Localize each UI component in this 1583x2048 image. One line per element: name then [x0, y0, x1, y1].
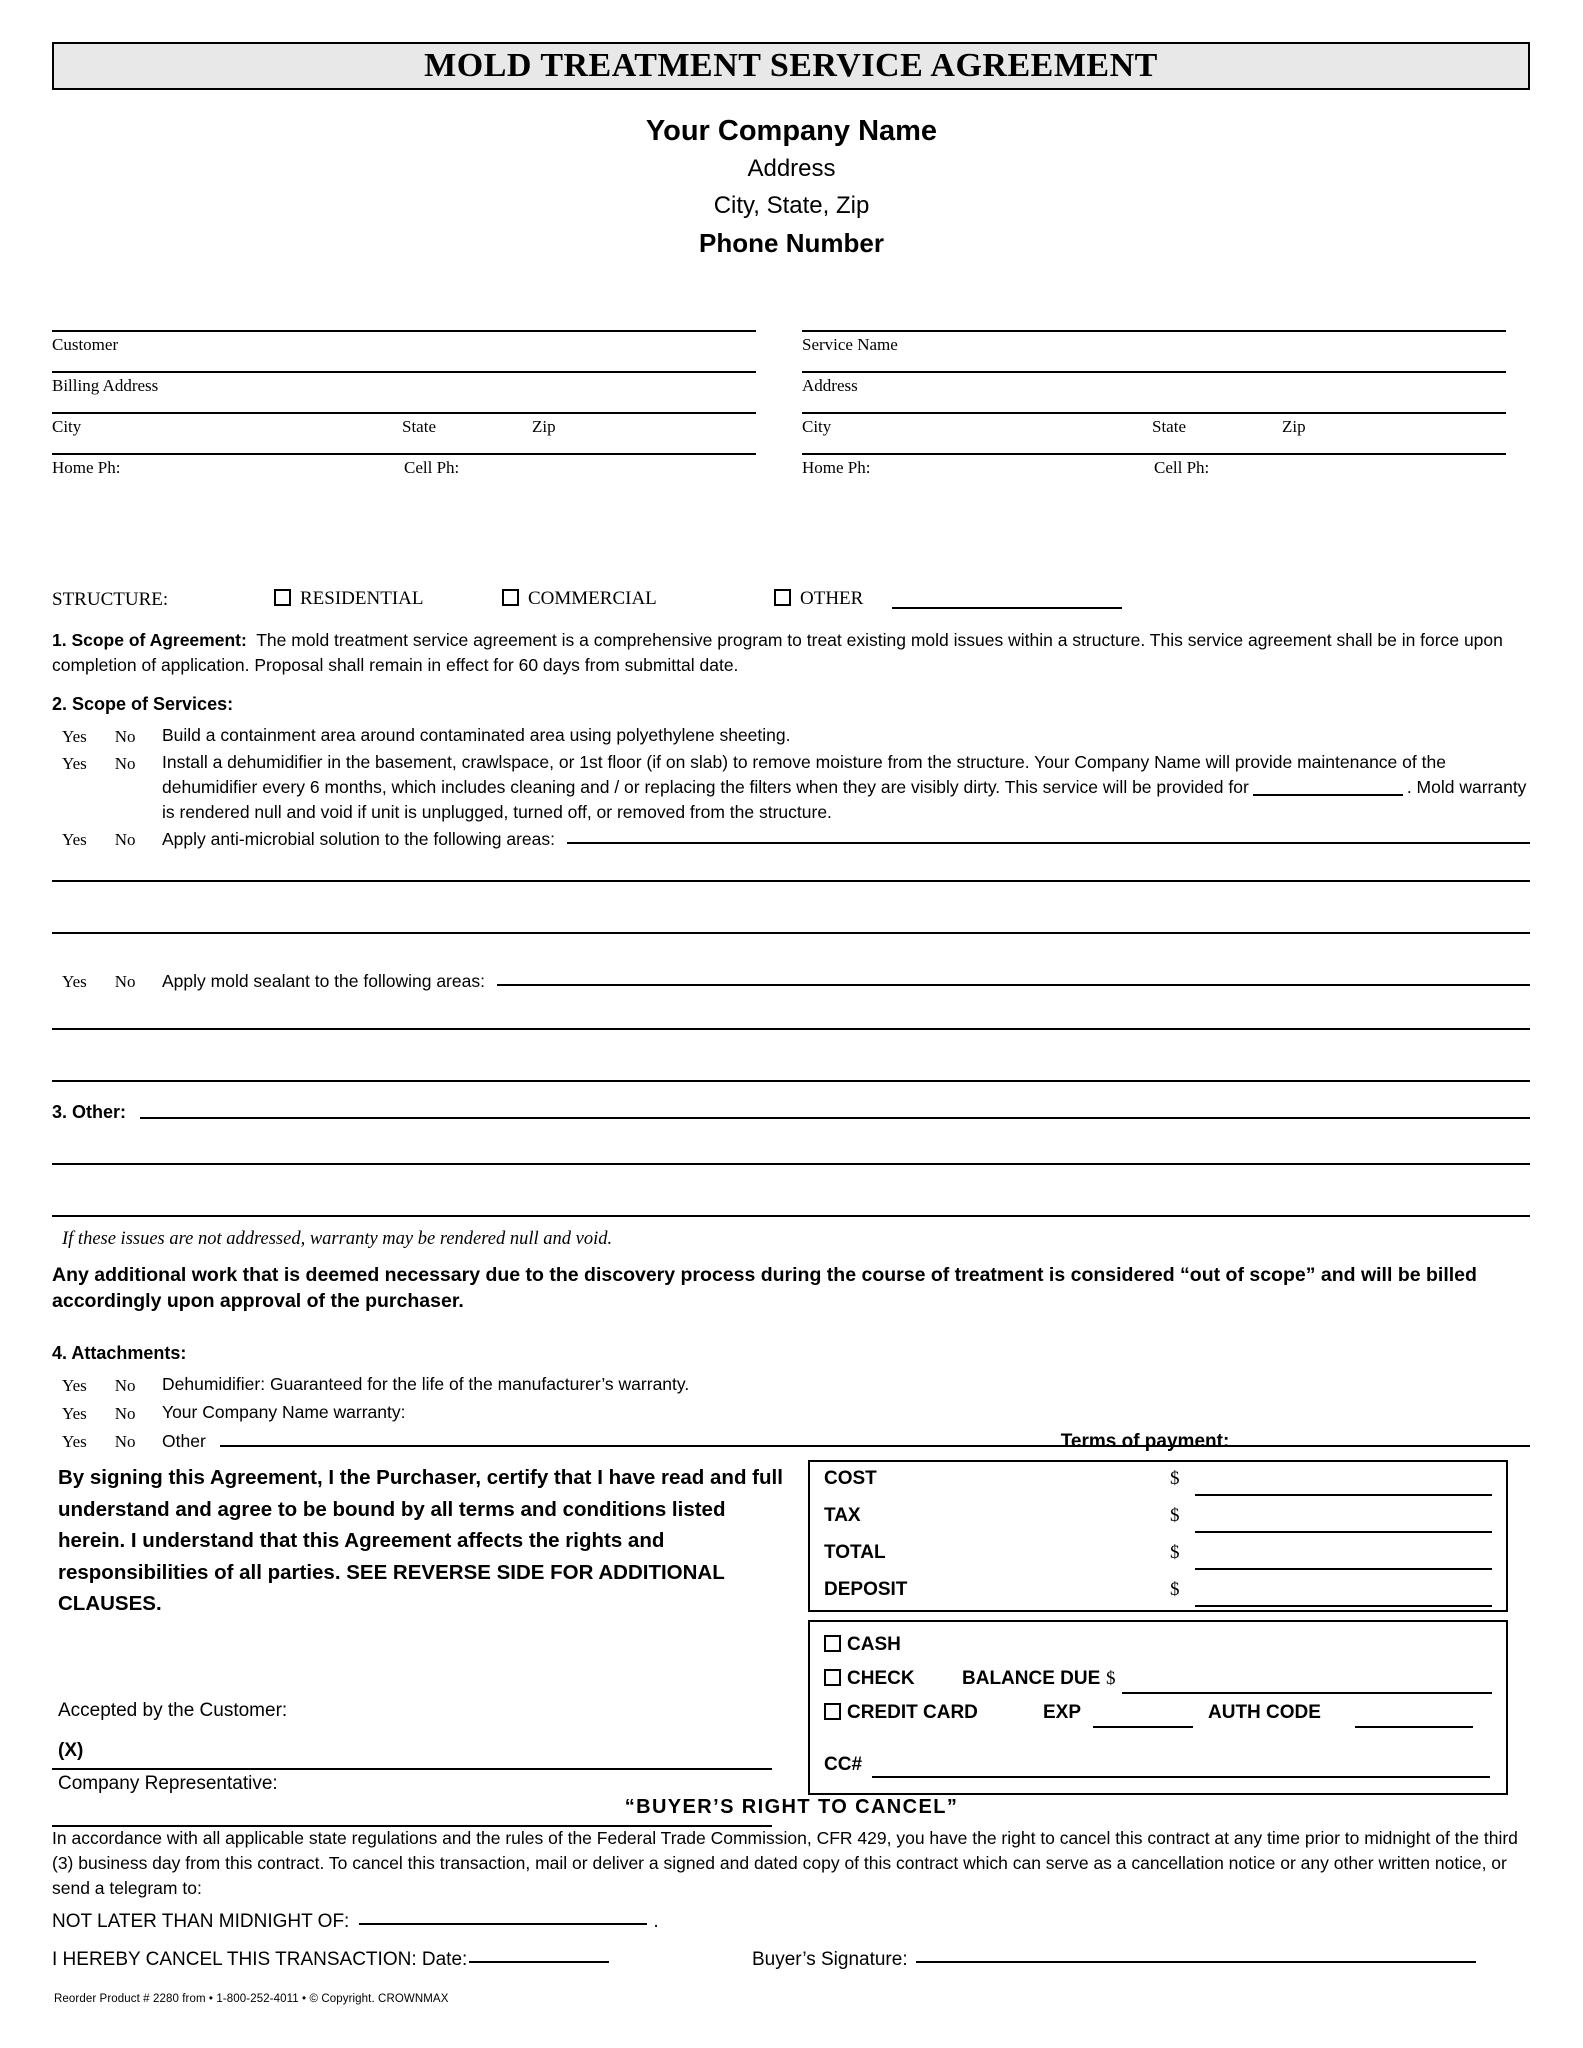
company-address: Address	[747, 155, 836, 182]
billing-cell-phone-label: Cell Ph:	[404, 458, 460, 477]
section-3-other-row	[52, 1100, 1530, 1125]
section-3-heading: 3. Other:	[52, 1102, 127, 1122]
total-input[interactable]	[1195, 1568, 1492, 1570]
reorder-footer-note: Reorder Product # 2280 from • 1-800-252-4011 • © Copyright. CROWNMAX	[54, 1993, 449, 2005]
service-item	[52, 723, 1530, 749]
attachment-item	[52, 1372, 1530, 1398]
customer-signature-line[interactable]	[52, 1768, 772, 1770]
yes-no-choice[interactable]	[52, 1400, 162, 1426]
checkbox-icon[interactable]	[502, 589, 519, 606]
service-item	[52, 750, 1530, 825]
service-name-field[interactable]	[802, 330, 1506, 358]
write-line[interactable]	[52, 1080, 1530, 1082]
service-item-text: Build a containment area around contaminated area using polyethylene sheeting.	[162, 725, 791, 745]
structure-commercial-label: COMMERCIAL	[528, 588, 657, 609]
payment-method-box	[808, 1620, 1508, 1795]
payment-option-cash[interactable]	[824, 1634, 901, 1656]
yes-no-choice[interactable]	[52, 826, 162, 852]
check-label: CHECK	[847, 1668, 915, 1689]
no-option[interactable]: No	[114, 754, 136, 773]
checkbox-icon[interactable]	[774, 589, 791, 606]
checkbox-icon[interactable]	[824, 1703, 841, 1720]
attachment-item	[52, 1400, 1530, 1426]
yes-no-choice[interactable]	[52, 1428, 162, 1454]
service-home-phone-label: Home Ph:	[802, 458, 871, 477]
service-item-text-part1: Install a dehumidifier in the basement, crawlspace, or 1st floor (if on slab) to remove moisture from the structure. Your Company Name will provide maintenance of the dehumidifier every 6 months, which includes cleaning and / or replacing the filters when they are visibly dirty. This service will be provided for	[162, 752, 1446, 797]
auth-code-input[interactable]	[1355, 1726, 1473, 1728]
yes-option[interactable]: Yes	[62, 830, 87, 849]
warranty-italic-note: If these issues are not addressed, warranty may be rendered null and void.	[62, 1229, 613, 1249]
attachment-item-text: Your Company Name warranty:	[162, 1402, 406, 1422]
cc-number-input[interactable]	[872, 1776, 1490, 1778]
billing-city-label: City	[52, 417, 82, 436]
service-name-label: Service Name	[802, 335, 898, 354]
hereby-cancel-row	[52, 1949, 609, 1971]
service-item-text-part2: . Mold warranty is rendered null and void if unit is unplugged, turned off, or removed from the structure.	[162, 777, 1527, 822]
anti-microbial-label: Apply anti-microbial solution to the following areas:	[162, 828, 555, 849]
service-item-text	[162, 969, 1530, 994]
terms-row-cost	[810, 1462, 1506, 1499]
buyers-right-to-cancel-body	[52, 1826, 1530, 1901]
yes-option[interactable]: Yes	[62, 1432, 87, 1451]
service-item-text	[162, 750, 1530, 825]
balance-due-label: BALANCE DUE	[962, 1668, 1101, 1689]
service-item	[52, 968, 1530, 994]
structure-option-other[interactable]	[774, 588, 863, 610]
yes-no-choice[interactable]	[52, 1372, 162, 1398]
no-option[interactable]: No	[114, 972, 136, 991]
not-later-than-label: NOT LATER THAN MIDNIGHT OF:	[52, 1911, 350, 1932]
structure-option-commercial[interactable]	[502, 588, 657, 610]
section-1-body: The mold treatment service agreement is a comprehensive program to treat existing mold issues within a structure. This service agreement shall be in force upon completion of application. Proposal shall remain in effect for 60 days from submittal date.	[52, 630, 1503, 675]
payment-option-credit-card[interactable]	[824, 1702, 978, 1724]
purchaser-certification-paragraph: By signing this Agreement, I the Purchaser, certify that I have read and full understand and agree to be bound by all terms and conditions listed herein. I understand that this Agreement affects the rights and responsibilities of all parties. SEE REVERSE SIDE FOR ADDITIONAL CLAUSES.	[58, 1466, 783, 1615]
dollar-sign-icon: $	[1170, 1505, 1180, 1526]
yes-option[interactable]: Yes	[62, 1376, 87, 1395]
service-address-label: Address	[802, 376, 858, 395]
auth-code-label: AUTH CODE	[1208, 1702, 1321, 1723]
dollar-sign-icon: $	[1106, 1668, 1116, 1689]
write-line[interactable]	[52, 1215, 1530, 1217]
accepted-by-customer-label: Accepted by the Customer:	[58, 1700, 288, 1721]
exp-label: EXP	[1043, 1702, 1082, 1723]
billing-state-label: State	[402, 417, 436, 436]
terms-of-payment-box	[808, 1460, 1508, 1612]
section-1-scope-of-agreement	[52, 628, 1530, 678]
terms-row-deposit	[810, 1573, 1506, 1610]
cost-label: COST	[824, 1468, 877, 1489]
billing-address-label: Billing Address	[52, 376, 159, 395]
structure-label: STRUCTURE:	[52, 589, 169, 610]
company-name: Your Company Name	[645, 115, 938, 147]
billing-home-phone-label: Home Ph:	[52, 458, 121, 477]
out-of-scope-note: Any additional work that is deemed necessary due to the discovery process during the course of treatment is considered “out of scope” and will be billed accordingly upon approval of the purchaser.	[52, 1264, 1477, 1312]
yes-option[interactable]: Yes	[62, 727, 87, 746]
yes-option[interactable]: Yes	[62, 1404, 87, 1423]
tax-label: TAX	[824, 1505, 861, 1526]
tax-input[interactable]	[1195, 1531, 1492, 1533]
no-option[interactable]: No	[114, 1376, 136, 1395]
not-later-than-row	[52, 1911, 659, 1933]
deposit-input[interactable]	[1195, 1605, 1492, 1607]
structure-other-input[interactable]	[892, 607, 1122, 609]
mold-sealant-areas-input[interactable]	[497, 984, 1530, 986]
field-row-phones	[52, 453, 1530, 481]
buyer-signature-input[interactable]	[916, 1961, 1476, 1963]
billing-phones-field[interactable]	[52, 453, 756, 481]
no-option[interactable]: No	[114, 1404, 136, 1423]
company-phone: Phone Number	[699, 228, 884, 258]
not-later-than-period: .	[653, 1911, 659, 1932]
section-4-heading: 4. Attachments:	[52, 1343, 187, 1363]
service-address-field[interactable]	[802, 371, 1506, 399]
structure-option-residential[interactable]	[274, 588, 423, 610]
write-line[interactable]	[52, 1028, 1530, 1030]
company-representative-label: Company Representative:	[58, 1773, 278, 1794]
structure-residential-label: RESIDENTIAL	[300, 588, 424, 609]
service-cell-phone-label: Cell Ph:	[1154, 458, 1210, 477]
checkbox-icon[interactable]	[824, 1669, 841, 1686]
deposit-label: DEPOSIT	[824, 1579, 908, 1600]
dollar-sign-icon: $	[1170, 1579, 1180, 1600]
total-label: TOTAL	[824, 1542, 886, 1563]
terms-row-total	[810, 1536, 1506, 1573]
terms-of-payment-title: Terms of payment:	[1060, 1431, 1230, 1452]
billing-city-state-zip-field[interactable]	[52, 412, 756, 440]
cancel-date-input[interactable]	[469, 1961, 609, 1963]
document-title-banner	[52, 42, 1530, 90]
write-line[interactable]	[52, 1163, 1530, 1165]
field-row-name	[52, 330, 1530, 358]
service-phones-field[interactable]	[802, 453, 1506, 481]
service-item-text	[162, 827, 1530, 852]
yes-no-choice[interactable]	[52, 968, 162, 994]
dollar-sign-icon: $	[1170, 1468, 1180, 1489]
company-city-state-zip: City, State, Zip	[713, 192, 870, 219]
checkbox-icon[interactable]	[274, 589, 291, 606]
mold-sealant-item-row	[52, 968, 1530, 995]
billing-zip-label: Zip	[532, 417, 556, 436]
checkbox-icon[interactable]	[824, 1635, 841, 1652]
no-option[interactable]: No	[114, 727, 136, 746]
payment-option-check[interactable]	[824, 1668, 915, 1690]
field-row-address	[52, 371, 1530, 399]
billing-address-field[interactable]	[52, 371, 756, 399]
yes-option[interactable]: Yes	[62, 754, 87, 773]
mold-sealant-label: Apply mold sealant to the following areas:	[162, 970, 485, 991]
yes-option[interactable]: Yes	[62, 972, 87, 991]
section-2-services-list	[52, 723, 1530, 853]
attachment-other-label: Other	[162, 1430, 206, 1451]
yes-no-choice[interactable]	[52, 723, 162, 749]
structure-row	[52, 585, 1530, 615]
terms-row-tax	[810, 1499, 1506, 1536]
hereby-cancel-label: I HEREBY CANCEL THIS TRANSACTION: Date:	[52, 1949, 468, 1970]
cash-label: CASH	[847, 1634, 901, 1655]
exp-input[interactable]	[1093, 1726, 1193, 1728]
no-option[interactable]: No	[114, 1432, 136, 1451]
write-line[interactable]	[52, 932, 1530, 934]
customer-service-fields	[52, 330, 1530, 494]
buyer-signature-row	[752, 1949, 1476, 1971]
anti-microbial-areas-input[interactable]	[567, 842, 1530, 844]
buyers-right-to-cancel-title: “BUYER’S RIGHT TO CANCEL”	[624, 1796, 959, 1818]
service-state-label: State	[1152, 417, 1186, 436]
cost-input[interactable]	[1195, 1494, 1492, 1496]
section-1-heading: 1. Scope of Agreement:	[52, 630, 247, 650]
cc-number-label: CC#	[824, 1754, 863, 1775]
customer-signature-x-mark: (X)	[58, 1740, 84, 1761]
customer-name-field[interactable]	[52, 330, 756, 358]
no-option[interactable]: No	[114, 830, 136, 849]
service-item	[52, 826, 1530, 852]
dehumidifier-duration-input[interactable]	[1253, 794, 1403, 796]
company-header	[0, 112, 1583, 262]
service-zip-label: Zip	[1282, 417, 1306, 436]
cancel-body-text: In accordance with all applicable state regulations and the rules of the Federal Trade Commission, CFR 429, you have the right to cancel this contract at any time prior to midnight of the third (3) business day from this contract. To cancel this transaction, mail or deliver a signed and dated copy of this contract which can serve as a cancellation notice or any other written notice, or send a telegram to:	[52, 1828, 1518, 1898]
yes-no-choice[interactable]	[52, 750, 162, 776]
structure-other-label: OTHER	[800, 588, 864, 609]
balance-due-input[interactable]	[1122, 1692, 1492, 1694]
write-line[interactable]	[52, 880, 1530, 882]
attachment-item-text: Dehumidifier: Guaranteed for the life of the manufacturer’s warranty.	[162, 1374, 690, 1394]
field-row-city-state-zip	[52, 412, 1530, 440]
service-city-state-zip-field[interactable]	[802, 412, 1506, 440]
buyer-signature-label: Buyer’s Signature:	[752, 1949, 908, 1970]
section-2-heading: 2. Scope of Services:	[52, 694, 234, 714]
section-3-other-input[interactable]	[140, 1117, 1530, 1119]
credit-card-label: CREDIT CARD	[847, 1702, 978, 1723]
customer-label: Customer	[52, 335, 119, 354]
dollar-sign-icon: $	[1170, 1542, 1180, 1563]
service-city-label: City	[802, 417, 832, 436]
not-later-than-input[interactable]	[359, 1923, 647, 1925]
page-title: MOLD TREATMENT SERVICE AGREEMENT	[424, 47, 1158, 84]
